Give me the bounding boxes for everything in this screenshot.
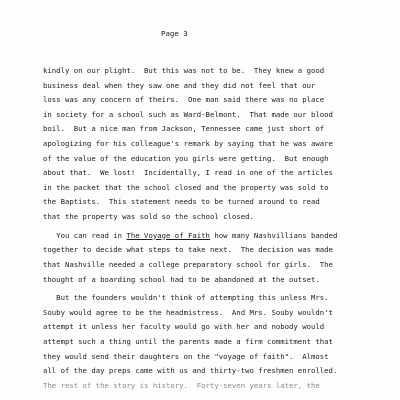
page-number: Page 3: [161, 29, 188, 38]
text-line: together to decide what steps to take next. The decision was made: [43, 245, 333, 255]
text-line: business deal when they saw one and they did not feel that our: [43, 80, 316, 90]
text-line: all of the day preps came with us and thirty-two freshmen enrolled.: [43, 366, 338, 376]
book-title: The Voyage of Faith: [126, 230, 210, 240]
text-line: [43, 229, 395, 244]
text-line: the Baptists. This statement needs to be turned around to read: [43, 197, 320, 207]
text-run: how many Nashvillians banded: [209, 230, 338, 240]
text-line: that Nashville needed a college preparatory school for girls. The: [43, 259, 333, 269]
text-line: thought of a boarding school had to be abandoned at the outset.: [43, 274, 320, 284]
text-line: kindly on our plight. But this was not to be. They knew a good: [43, 66, 325, 75]
text-line: attempt it unless her faculty would go with her and nobody would: [43, 322, 325, 332]
text-line: of the value of the education you girls were getting. But enough: [43, 153, 329, 163]
text-line: in the packet that the school closed and the property was sold to: [43, 182, 329, 192]
text-line: that the property was sold so the school closed.: [43, 211, 254, 221]
text-line: they would send their daughters on the "voyage of faith". Almost: [43, 351, 329, 361]
text-line: in society for a school such as Ward-Belmont. That made our blood: [43, 109, 333, 119]
text-run: You can read in: [43, 230, 127, 240]
text-line: apologizing for his colleague's remark by saying that he was aware: [43, 138, 333, 148]
text-line: loss was any concern of theirs. One man said there was no place: [43, 95, 325, 105]
text-line: Souby would agree to be the headmistress. And Mrs. Souby wouldn't: [43, 307, 333, 317]
text-line: But the founders wouldn't think of attempting this unless Mrs.: [43, 293, 329, 303]
text-line: about that. We lost! Incidentally, I read in one of the articles: [43, 168, 333, 178]
letter-body: [43, 64, 395, 393]
text-line: The rest of the story is history. Forty-seven years later, the: [43, 380, 320, 390]
text-line: boil. But a nice man from Jackson, Tennessee came just short of: [43, 124, 325, 134]
text-line: attempt such a thing until the parents made a firm commitment that: [43, 337, 333, 347]
